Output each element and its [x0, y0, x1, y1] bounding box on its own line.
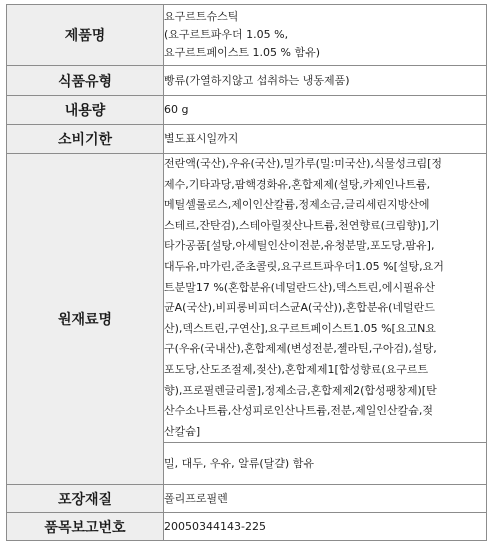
value-product-name [164, 5, 487, 66]
ingredient-line: 구(우유(국내산),혼합제제(변성전분,젤라틴,구아검),설탕, [164, 342, 437, 356]
row-packaging [7, 485, 487, 513]
ingredient-line: 트분말17 %(혼합분유(네덜란드산),덱스트린,에시필유산 [164, 280, 435, 294]
ingredient-line: 스테르,잔탄검),스테아릴젖산나트륨,천연향료(크림향)],기 [164, 218, 440, 232]
product-name-line: (요구르트파우더 1.05 %, [164, 28, 289, 41]
ingredient-line: 산),덱스트린,구연산],요구르트페이스트1.05 %[요고N요 [164, 321, 436, 335]
ingredient-line: 포도당,산도조절제,젖산),혼합제제1[합성향료(요구르트 [164, 362, 429, 376]
ingredient-line: 균A(국산),비피롱비피더스균A(국산)),혼합분유(네덜란드 [164, 301, 435, 315]
label-report-number: 품목보고번호 [7, 513, 164, 541]
value-expiry: 별도표시일까지 [164, 125, 487, 154]
value-food-type: 빵류(가열하지않고 섭취하는 냉동제품) [164, 66, 487, 96]
product-name-line: 요구르트슈스틱 [164, 10, 239, 23]
label-food-type: 식품유형 [7, 66, 164, 96]
label-volume: 내용량 [7, 96, 164, 125]
value-report-number: 20050344143-225 [164, 513, 487, 541]
label-expiry: 소비기한 [7, 125, 164, 154]
label-packaging: 포장재질 [7, 485, 164, 513]
ingredient-line: 제수,기타과당,팜핵경화유,혼합제제(설탕,카제인나트륨, [164, 177, 431, 191]
value-ingredients [164, 154, 487, 443]
product-info-table [6, 4, 487, 541]
row-expiry [7, 125, 487, 154]
ingredient-line: 타가공품[설탕,아세틸인산이전분,유청분말,포도당,팜유], [164, 239, 435, 253]
row-ingredients [7, 154, 487, 443]
value-allergy: 밀, 대두, 우유, 알류(달걀) 함유 [164, 443, 487, 485]
value-packaging: 폴리프로필렌 [164, 485, 487, 513]
label-ingredients: 원재료명 [7, 154, 164, 485]
product-name-line: 요구르트페이스트 1.05 % 함유) [164, 46, 320, 59]
row-report-number [7, 513, 487, 541]
ingredient-line: 전란액(국산),우유(국산),밀가루(밀:미국산),식물성크림[정 [164, 157, 443, 170]
ingredient-line: 대두유,마가린,준초콜릿,요구르트파우더1.05 %[설탕,요거 [164, 259, 444, 273]
value-volume: 60 g [164, 96, 487, 125]
ingredient-line: 산칼슘] [164, 424, 201, 438]
label-product-name: 제품명 [7, 5, 164, 66]
row-product-name [7, 5, 487, 66]
row-food-type [7, 66, 487, 96]
ingredient-line: 향),프로필렌글리콜],정제소금,혼합제제2(합성팽창제)[탄 [164, 383, 437, 397]
row-volume [7, 96, 487, 125]
ingredient-line: 메틸셀룰로스,제이인산칼륨,정제소금,글리세린지방산에 [164, 198, 430, 212]
ingredient-line: 산수소나트륨,산성피로인산나트륨,전분,제일인산칼슘,젖 [164, 404, 434, 418]
